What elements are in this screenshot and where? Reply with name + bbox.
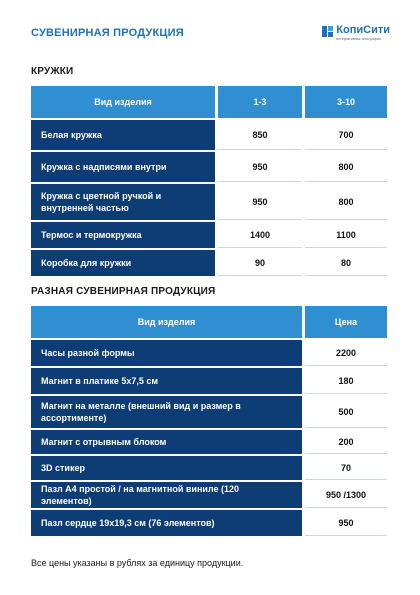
product-name: Магнит с отрывным блоком xyxy=(31,430,302,454)
table-row xyxy=(31,482,387,508)
price-1-3: 850 xyxy=(218,120,302,150)
price-1-3: 950 xyxy=(218,184,302,220)
price: 500 xyxy=(305,396,387,428)
table-row xyxy=(31,120,387,150)
product-name: Часы разной формы xyxy=(31,340,302,366)
price-1-3: 1400 xyxy=(218,222,302,248)
product-name: Пазл А4 простой / на магнитной виниле (120 элементов) xyxy=(31,482,302,508)
table-header-row xyxy=(31,86,387,118)
product-name: Кружка с надписями внутри xyxy=(31,152,215,182)
price-3-10: 80 xyxy=(305,250,387,276)
section-title-souvenirs: РАЗНАЯ СУВЕНИРНАЯ ПРОДУКЦИЯ xyxy=(31,286,216,297)
price: 200 xyxy=(305,430,387,454)
page-title: СУВЕНИРНАЯ ПРОДУКЦИЯ xyxy=(31,27,184,39)
price: 180 xyxy=(305,368,387,394)
price-1-3: 90 xyxy=(218,250,302,276)
product-name: Белая кружка xyxy=(31,120,215,150)
table-row xyxy=(31,340,387,366)
table-row xyxy=(31,456,387,480)
product-name: Термос и термокружка xyxy=(31,222,215,248)
souvenirs-price-table xyxy=(31,304,387,538)
product-name: Магнит на металле (внешний вид и размер в ассортименте) xyxy=(31,396,302,428)
section-title-mugs: КРУЖКИ xyxy=(31,66,74,77)
table-row xyxy=(31,250,387,276)
company-logo xyxy=(322,24,390,41)
logo-icon xyxy=(322,26,333,37)
product-name: 3D стикер xyxy=(31,456,302,480)
column-header-qty-1-3: 1-3 xyxy=(218,86,302,118)
price: 2200 xyxy=(305,340,387,366)
table-row xyxy=(31,184,387,220)
price-3-10: 800 xyxy=(305,184,387,220)
price-1-3: 950 xyxy=(218,152,302,182)
price: 70 xyxy=(305,456,387,480)
product-name: Магнит в платике 5х7,5 см xyxy=(31,368,302,394)
column-header-price: Цена xyxy=(305,306,387,338)
table-row xyxy=(31,396,387,428)
table-row xyxy=(31,152,387,182)
mugs-price-table xyxy=(31,84,387,278)
table-row xyxy=(31,510,387,536)
price-footnote: Все цены указаны в рублях за единицу продукции. xyxy=(31,558,244,568)
logo-subtitle: интерактивная типография xyxy=(336,37,381,41)
price: 950 /1300 xyxy=(305,482,387,508)
table-header-row xyxy=(31,306,387,338)
column-header-product: Вид изделия xyxy=(31,86,215,118)
table-row xyxy=(31,430,387,454)
price-3-10: 1100 xyxy=(305,222,387,248)
product-name: Кружка с цветной ручкой и внутренней частью xyxy=(31,184,215,220)
price: 950 xyxy=(305,510,387,536)
table-row xyxy=(31,368,387,394)
table-row xyxy=(31,222,387,248)
logo-name: КопиСити xyxy=(336,24,390,36)
column-header-qty-3-10: 3-10 xyxy=(305,86,387,118)
price-3-10: 700 xyxy=(305,120,387,150)
price-3-10: 800 xyxy=(305,152,387,182)
product-name: Пазл сердце 19х19,3 см (76 элементов) xyxy=(31,510,302,536)
column-header-product: Вид изделия xyxy=(31,306,302,338)
product-name: Коробка для кружки xyxy=(31,250,215,276)
